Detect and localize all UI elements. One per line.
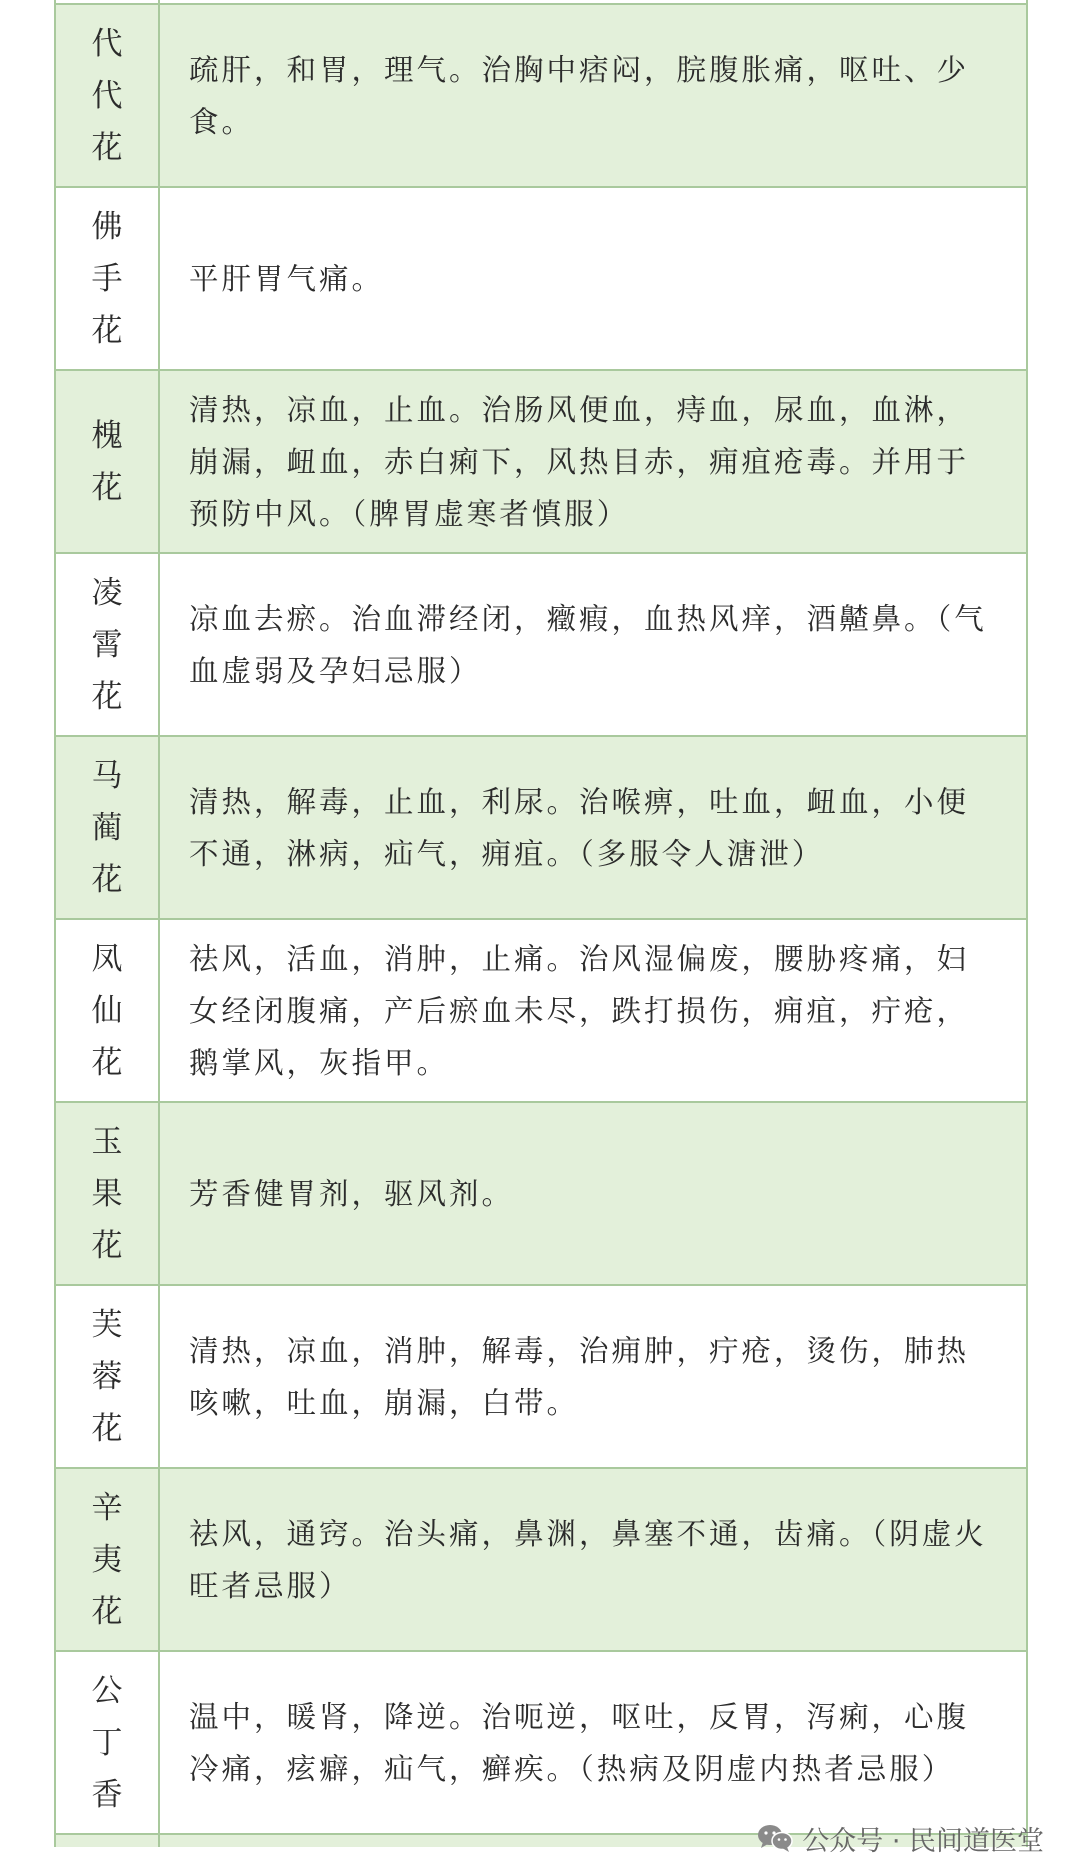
watermark-text: 公众号 · 民间道医堂 (802, 1825, 1044, 1857)
table-row (55, 187, 1027, 370)
herb-name: 佛手花 (91, 208, 123, 349)
herb-description: 祛风，通窍。治头痛，鼻渊，鼻塞不通，齿痛。（阴虚火旺者忌服） (189, 1516, 987, 1603)
table-row (55, 1102, 1027, 1285)
herb-table (54, 0, 1028, 1847)
herb-name-cell (55, 1102, 159, 1285)
herb-desc-cell (159, 4, 1027, 187)
herb-name-cell (55, 4, 159, 187)
herb-name: 凌霄花 (91, 574, 123, 715)
herb-desc-cell (159, 919, 1027, 1102)
herb-name-cell (55, 187, 159, 370)
herb-name-cell (55, 1651, 159, 1834)
herb-name: 马蔺花 (91, 757, 123, 898)
herb-description: 疏肝，和胃，理气。治胸中痞闷，脘腹胀痛，呕吐、少食。 (189, 52, 970, 139)
table-row (55, 1468, 1027, 1651)
wechat-icon (756, 1823, 794, 1853)
herb-desc-cell (159, 187, 1027, 370)
herb-name-cell (55, 736, 159, 919)
herb-name-cell (55, 1468, 159, 1651)
herb-description: 温中，暖肾，降逆。治呃逆，呕吐，反胃，泻痢，心腹冷痛，痃癖，疝气，癣疾。（热病及阴虚内热者忌服） (189, 1699, 970, 1786)
wechat-watermark (756, 1822, 1044, 1857)
herb-description: 清热，凉血，消肿，解毒，治痈肿，疔疮，烫伤，肺热咳嗽，吐血，崩漏，白带。 (189, 1333, 970, 1420)
table-cell (55, 1834, 159, 1847)
table-row (55, 370, 1027, 553)
herb-name: 凤仙花 (91, 940, 123, 1081)
herb-name: 玉果花 (91, 1123, 123, 1264)
herb-desc-cell (159, 1285, 1027, 1468)
table-row (55, 4, 1027, 187)
table-row (55, 919, 1027, 1102)
herb-name: 芙蓉花 (91, 1306, 123, 1447)
herb-description: 平肝胃气痛。 (189, 261, 385, 296)
herb-desc-cell (159, 553, 1027, 736)
herb-name-cell (55, 370, 159, 553)
herb-desc-cell (159, 736, 1027, 919)
herb-name: 代代花 (91, 25, 123, 166)
table-row (55, 553, 1027, 736)
herb-desc-cell (159, 1468, 1027, 1651)
herb-name-cell (55, 553, 159, 736)
herb-name: 公丁香 (91, 1672, 123, 1813)
herb-description: 清热，凉血，止血。治肠风便血，痔血，尿血，血淋，崩漏，衄血，赤白痢下，风热目赤，痈疽疮毒。并用于预防中风。（脾胃虚寒者慎服） (189, 392, 970, 531)
herb-description: 祛风，活血，消肿，止痛。治风湿偏废，腰胁疼痛，妇女经闭腹痛，产后瘀血未尽，跌打损伤，痈疽，疔疮，鹅掌风，灰指甲。 (189, 941, 970, 1080)
herb-desc-cell (159, 370, 1027, 553)
herb-description: 凉血去瘀。治血滞经闭，癥瘕，血热风痒，酒齄鼻。（气血虚弱及孕妇忌服） (189, 601, 987, 688)
herb-name: 辛夷花 (91, 1489, 123, 1630)
herb-description: 清热，解毒，止血，利尿。治喉痹，吐血，衄血，小便不通，淋病，疝气，痈疽。（多服令人溏泄） (189, 784, 970, 871)
table-row (55, 1285, 1027, 1468)
herb-name-cell (55, 919, 159, 1102)
herb-table-container (54, 0, 1026, 1847)
table-row (55, 736, 1027, 919)
herb-description: 芳香健胃剂，驱风剂。 (189, 1176, 515, 1211)
herb-desc-cell (159, 1651, 1027, 1834)
table-row (55, 1651, 1027, 1834)
herb-desc-cell (159, 1102, 1027, 1285)
herb-name-cell (55, 1285, 159, 1468)
herb-name: 槐花 (91, 417, 123, 506)
